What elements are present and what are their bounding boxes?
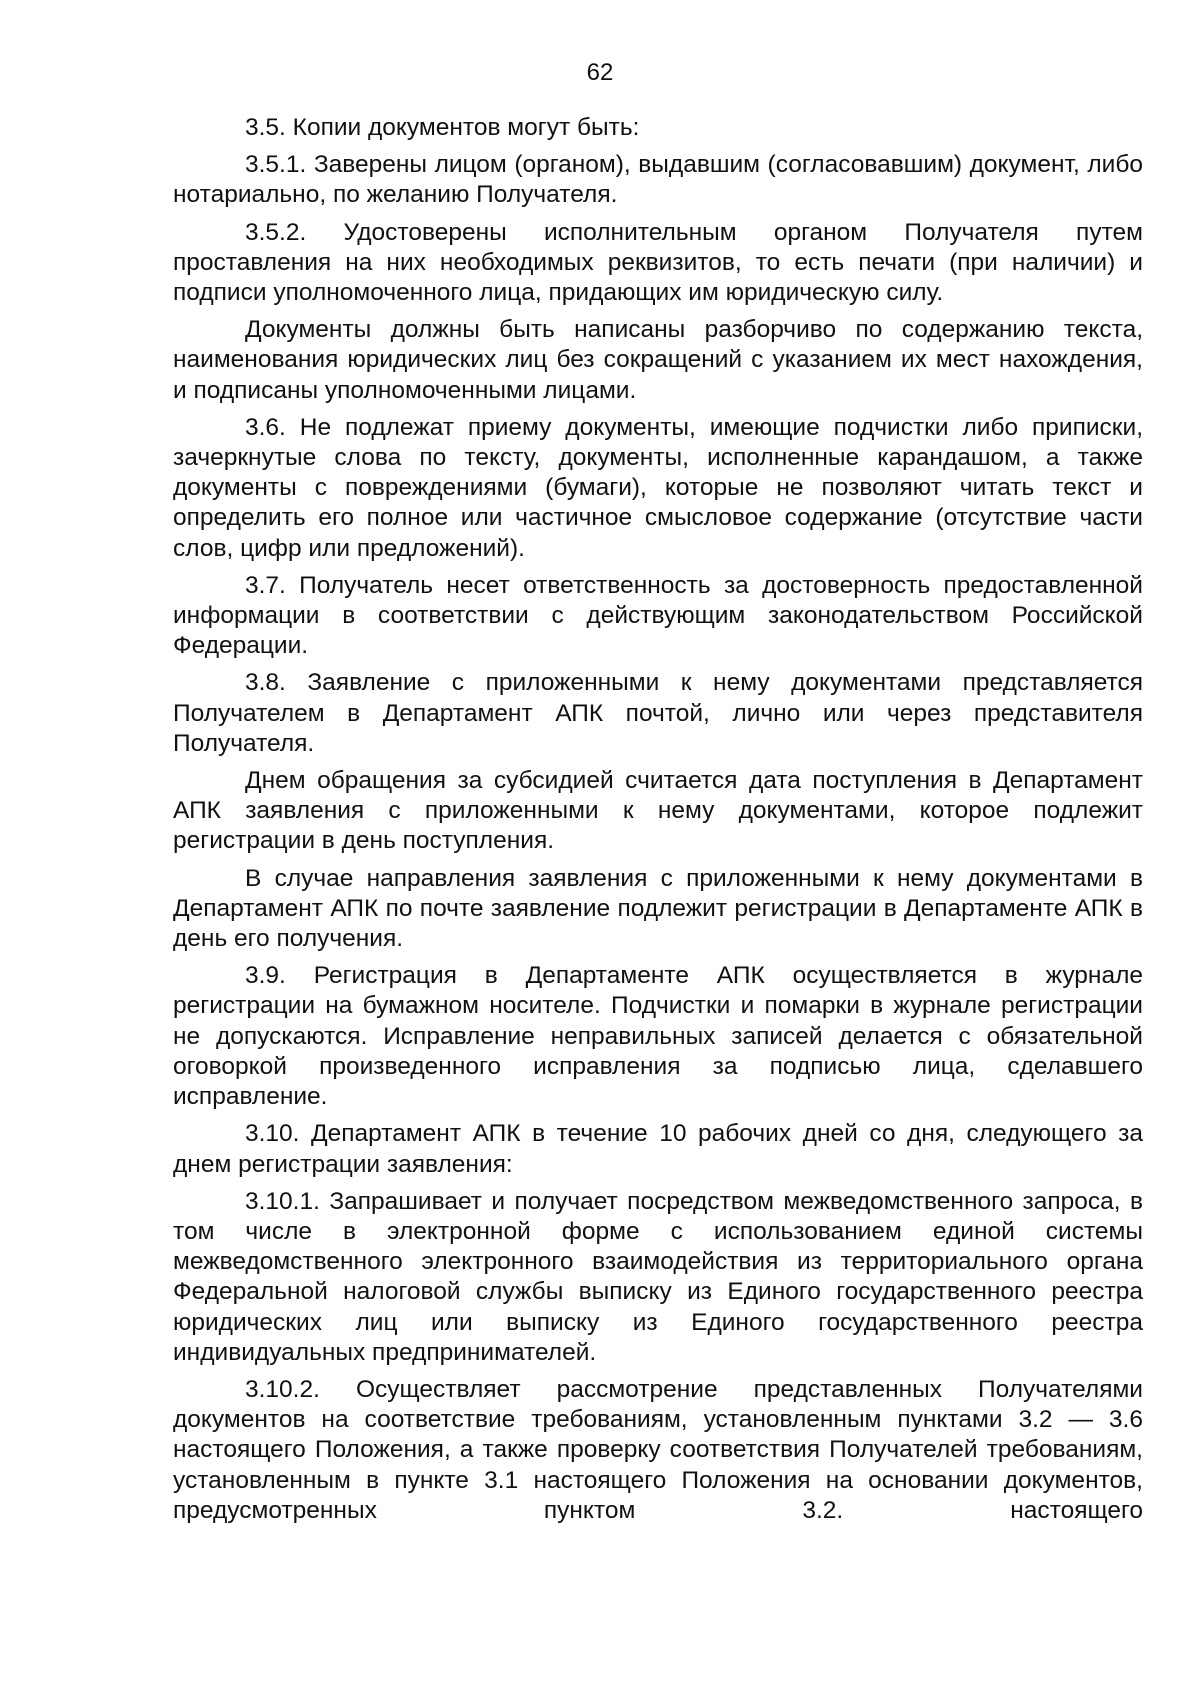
paragraph-3-5-1: 3.5.1. Заверены лицом (органом), выдавшим (согласовавшим) документ, либо нотариально, по желанию Получателя.	[173, 151, 1143, 209]
paragraph-3-10: 3.10. Департамент АПК в течение 10 рабочих дней со дня, следующего за днем регистрации заявления:	[173, 1120, 1143, 1178]
paragraph-3-5-2: 3.5.2. Удостоверены исполнительным органом Получателя путем проставления на них необходимых реквизитов, то есть печати (при наличии) и подписи уполномоченного лица, придающих им юридическую силу.	[173, 218, 1143, 307]
paragraph-3-8: 3.8. Заявление с приложенными к нему документами представляется Получателем в Департамент АПК почтой, лично или через представителя Получателя.	[173, 669, 1143, 757]
paragraph-3-7: 3.7. Получатель несет ответственность за достоверность предоставленной информации в соответствии с действующим законодательством Российской Федерации.	[173, 571, 1143, 660]
paragraph-mail-submission: В случае направления заявления с приложенными к нему документами в Департамент АПК по почте заявление подлежит регистрации в Департаменте АПК в день его получения.	[173, 864, 1143, 953]
document-body	[173, 113, 1143, 1533]
paragraph-3-10-1: 3.10.1. Запрашивает и получает посредством межведомственного запроса, в том числе в электронной форме с использованием единой системы межведомственного электронного взаимодействия из территориального органа Федеральной налоговой службы выписку из Единого государственного реестра юридических лиц или выписку из Единого государственного реестра индивидуальных предпринимателей.	[173, 1187, 1143, 1366]
paragraph-3-9: 3.9. Регистрация в Департаменте АПК осуществляется в журнале регистрации на бумажном носителе. Подчистки и помарки в журнале регистрации не допускаются. Исправление неправильных записей делается с обязательной оговоркой произведенного исправления за подписью лица, сделавшего исправление.	[173, 962, 1143, 1111]
paragraph-application-date: Днем обращения за субсидией считается дата поступления в Департамент АПК заявления с приложенными к нему документами, которое подлежит регистрации в день поступления.	[173, 767, 1143, 855]
page-number: 62	[586, 59, 614, 86]
paragraph-3-10-2: 3.10.2. Осуществляет рассмотрение представленных Получателями документов на соответствие требованиям, установленным пунктами 3.2 — 3.6 настоящего Положения, а также проверку соответствия Получателей требованиям, установленным в пункте 3.1 настоящего Положения на основании документов, предусмотренных пунктом 3.2. настоящего	[173, 1375, 1143, 1524]
paragraph-3-5: 3.5. Копии документов могут быть:	[245, 114, 640, 141]
paragraph-3-6: 3.6. Не подлежат приему документы, имеющие подчистки либо приписки, зачеркнутые слова по тексту, документы, исполненные карандашом, а также документы с повреждениями (бумаги), которые не позволяют читать текст и определить его полное или частичное смысловое содержание (отсутствие части слов, цифр или предложений).	[173, 413, 1143, 562]
paragraph-documents-requirements: Документы должны быть написаны разборчиво по содержанию текста, наименования юридических лиц без сокращений с указанием их мест нахождения, и подписаны уполномоченными лицами.	[173, 316, 1143, 404]
